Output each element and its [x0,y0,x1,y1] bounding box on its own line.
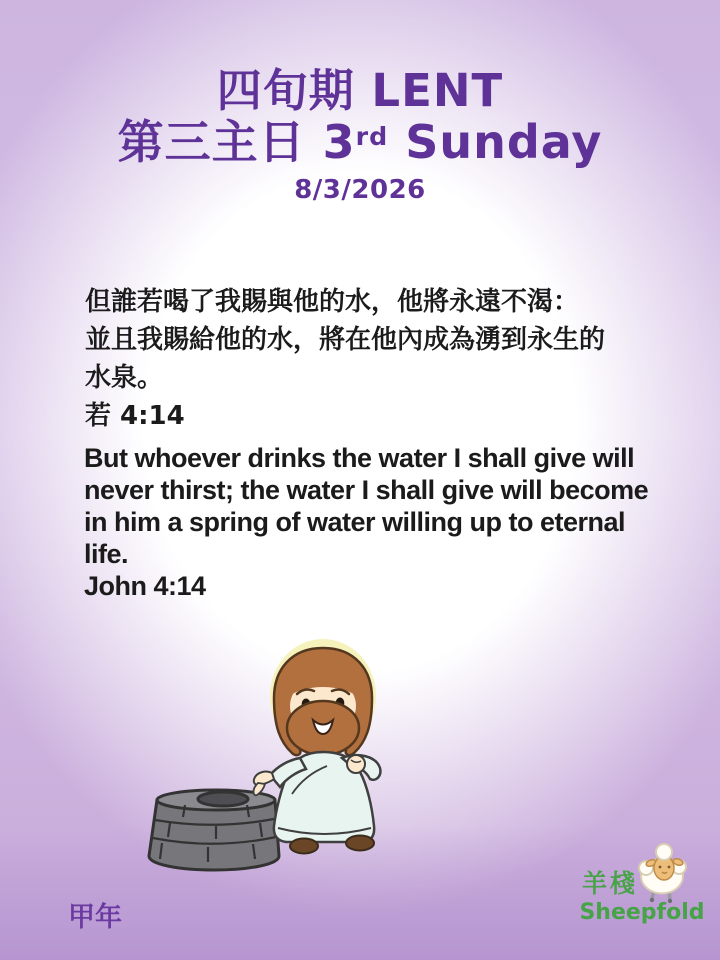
logo-name-en: Sheepfold [579,900,705,925]
logo-name-zh: 羊棧 [582,869,639,898]
jesus-at-the-well-illustration [128,632,410,894]
date-label: 8/3/2026 [294,174,426,205]
title-sunday [0,117,720,168]
scripture-zh-line: 但誰若喝了我賜與他的水，他將永遠不渴： [85,287,580,317]
scripture-en-line: never thirst; the water I shall give will become [84,475,649,505]
title-season: 四旬期 LENT [216,64,504,117]
scripture-zh-line: 水泉。 [85,363,164,393]
scripture-en-line: life. [84,539,129,569]
ordinal-superscript: rd [355,122,389,152]
scripture-en-reference: John 4:14 [84,571,206,601]
scripture-en-line: in him a spring of water willing up to eternal [84,507,626,537]
liturgical-year-label: 甲年 [68,902,122,933]
title-sunday-prefix: 第三主日 3 [117,115,356,170]
scripture-english [84,442,664,602]
sheepfold-logo [572,838,712,938]
scripture-en-line: But whoever drinks the water I shall give will [84,443,635,473]
card-header [0,64,720,205]
scripture-chinese [85,283,645,435]
scripture-zh-line: 並且我賜給他的水，將在他內成為湧到永生的 [85,325,606,355]
sheep-icon [634,840,692,904]
title-sunday-suffix: Sunday [388,115,603,170]
scripture-zh-reference: 若 4:14 [85,401,185,431]
stone-well-icon [149,790,279,870]
